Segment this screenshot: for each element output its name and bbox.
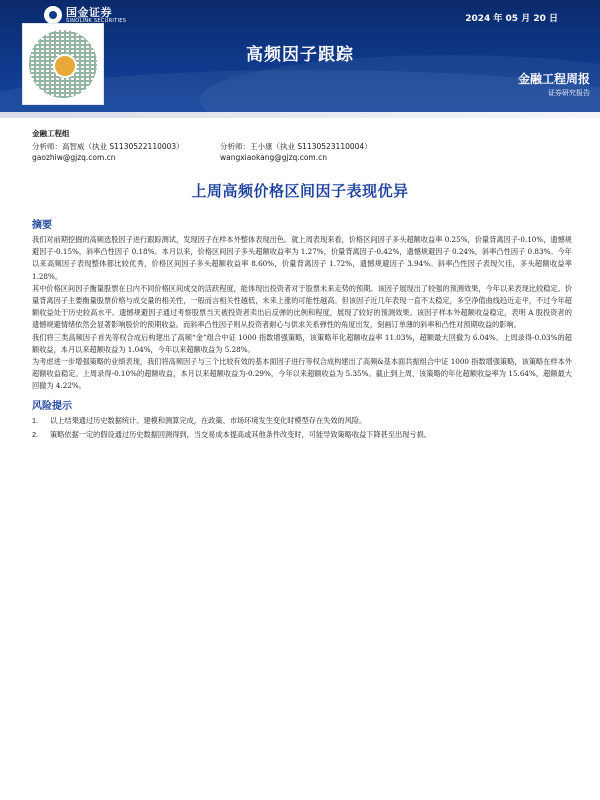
- summary-paragraph: 为考虑进一步增强策略的业绩表现，我们将高频因子与三个比较有效的基本面因子进行等权合成构建出了高频&基本面共振组合中证 1000 指数增强策略，该策略在样本外超额收益稳定。上周录得-0.10%的超额收益，本月以来超额收益为-0.29%，今年以来超额收益为 5.35%。截止到上周，该策略的年化超额收益率为 15.64%，超额最大回撤为 4.22%。: [32, 357, 572, 391]
- logo-en-text: SINOLINK SECURITIES: [66, 17, 127, 24]
- summary-paragraph: 我们对前期挖掘的高频选股因子进行跟踪测试，发现因子在样本外整体表现出色。就上周表现来看，价格区间因子多头超额收益率 0.25%，价量背离因子-0.10%，遗憾规避因子-0.15%，斜率凸性因子 0.18%。本月以来，价格区间因子多头超额收益率为 1.27%，价量背离因子-0.42%，遗憾规避因子 0.24%，斜率凸性因子 0.83%。今年以来高频因子表现整体都比较优秀，价格区间因子多头超额收益率 8.60%，价量背离因子 1.72%，遗憾规避因子 3.94%。斜率凸性因子表现欠佳，多头超额收益率 1.28%。: [32, 235, 572, 281]
- report-title: 高频因子跟踪: [246, 45, 354, 65]
- logo-cn-text: 国金证券: [66, 5, 112, 19]
- risk-item-text: 策略依据一定的假设通过历史数据回测得到，当交易成本提高或其他条件改变时，可能导致策略收益下降甚至出现亏损。: [50, 429, 431, 439]
- summary-paragraph: 我们将三类高频因子首先等权合成后构建出了高频“金”组合中证 1000 指数增强策略，该策略年化超额收益率 11.03%，超额最大回撤为 6.04%。上周录得-0.03%的超额收益，本月以来超额收益为 1.04%，今年以来超额收益为 5.28%。: [32, 332, 572, 354]
- risk-item-number: 2.: [32, 429, 38, 439]
- research-group: 金融工程组: [32, 129, 70, 138]
- analyst-2: 分析师：王小康（执业 S1130523110004）: [220, 142, 372, 151]
- series-title: 金融工程周报: [517, 72, 590, 86]
- risk-item-text: 以上结果通过历史数据统计、建模和测算完成，在政策、市场环境发生变化时模型存在失效的风险。: [50, 415, 367, 425]
- sinolink-logo: [44, 6, 126, 24]
- risk-item: [32, 429, 572, 441]
- author-block: [32, 128, 572, 162]
- report-date: 2024 年 05 月 20 日: [465, 14, 558, 24]
- series-subtitle: 证券研究报告: [548, 89, 590, 97]
- risk-item-number: 1.: [32, 415, 38, 425]
- main-title: 上周高频价格区间因子表现优异: [191, 182, 409, 200]
- analyst-1: 分析师：高智威（执业 S1130522110003）: [32, 142, 184, 151]
- analyst-2-email[interactable]: wangxiaokang@gjzq.com.cn: [220, 153, 327, 162]
- summary-paragraph: 其中价格区间因子衡量股票在日内不同价格区间成交的活跃程度，能体现出投资者对于股票未来走势的预期。该因子展现出了较强的预测效果，今年以来表现比较稳定。价量背离因子主要衡量股票价格与成交量的相关性，一般而言相关性越低，未来上涨的可能性越高。但该因子近几年表现一直不太稳定，多空净值曲线趋近走平，不过今年超额收益处于历史较高水平。遗憾规避因子通过考察股票当天被投资者卖出后反弹的比例和程度，展现了较好的预测效果。该因子样本外超额收益稳定，表明 A 股投资者的遗憾规避情绪依然会显著影响股价的预期收益。而斜率凸性因子则从投资者耐心与供求关系弹性的角度出发，刻画订单薄的斜率和凸性对预期收益的影响。: [32, 283, 572, 330]
- analyst-1-email[interactable]: gaozhiw@gjzq.com.cn: [32, 153, 116, 162]
- report-header: [0, 0, 600, 112]
- sinolink-logo-icon: [44, 6, 62, 24]
- header-divider: [0, 112, 600, 118]
- summary-heading: 摘要: [32, 220, 52, 231]
- report-body: [32, 216, 572, 441]
- risk-item: [32, 415, 572, 427]
- risk-heading: 风险提示: [32, 400, 72, 412]
